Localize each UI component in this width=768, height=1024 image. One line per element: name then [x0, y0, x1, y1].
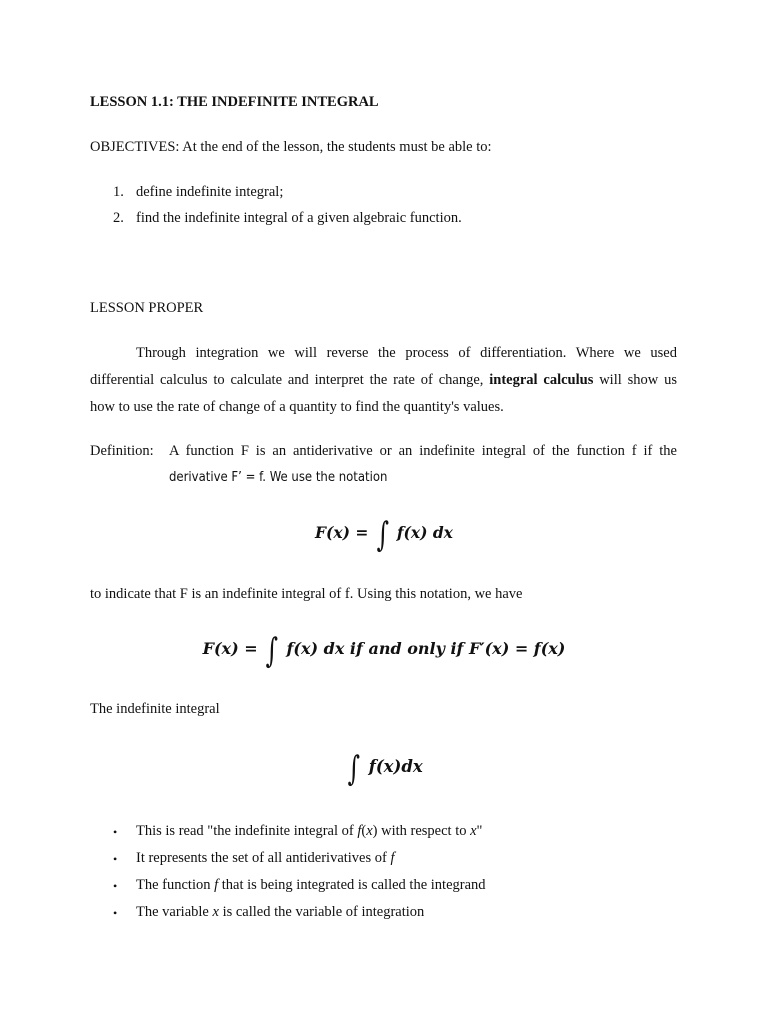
definition-label: Definition: [90, 443, 154, 459]
bullet-icon: • [113, 852, 118, 866]
bullet-1-f: f [357, 823, 362, 839]
lesson-line-2-text: differential calculus to calculate and interpret the rate of change, [90, 372, 490, 388]
equation-1-right: f(x) dx [396, 523, 453, 542]
equation-if-and-only-if [0, 631, 768, 671]
lesson-paragraph-line-1: Through integration we will reverse the process of differentiation. Where we used [136, 345, 677, 361]
bullet-icon: • [113, 879, 118, 893]
equation-indefinite-integral [0, 749, 768, 789]
bullet-icon: • [113, 825, 118, 839]
equation-3-right: f(x)dx [368, 757, 423, 776]
bullet-item-3 [136, 877, 486, 894]
bullet-3-text: The function [136, 877, 215, 893]
bullet-1-end: " [476, 823, 483, 839]
bullet-4-text-2: is called the variable of integration [218, 904, 425, 920]
equation-2-left: F(x) = [202, 639, 258, 658]
lesson-line-2-end: will show us [593, 372, 677, 388]
bullet-1-text-2: ) with respect to [372, 823, 471, 839]
bullet-item-2 [136, 850, 395, 867]
objective-item-1: define indefinite integral; [136, 184, 284, 200]
definition-line-2: derivative F’ = f. We use the notation [169, 470, 388, 485]
bullet-1-x-2: x [470, 823, 477, 839]
bullet-4-x: x [212, 904, 219, 920]
bullet-3-text-2: that is being integrated is called the integrand [218, 877, 486, 893]
objective-number-1: 1. [113, 184, 124, 200]
bullet-3-f: f [214, 877, 219, 893]
lesson-paragraph-line-3: how to use the rate of change of a quantity to find the quantity's values. [90, 399, 504, 415]
objective-item-2: find the indefinite integral of a given algebraic function. [136, 210, 462, 226]
equation-antiderivative [0, 515, 768, 555]
bullet-4-text: The variable [136, 904, 213, 920]
definition-line-1: A function F is an antiderivative or an indefinite integral of the function f if the [169, 443, 677, 459]
lesson-proper-heading: LESSON PROPER [90, 300, 204, 316]
bullet-icon: • [113, 906, 118, 920]
indefinite-integral-label: The indefinite integral [90, 701, 220, 717]
equation-2-right: f(x) dx if and only if F′(x) = f(x) [286, 639, 566, 658]
integral-sign-icon: ∫ [265, 631, 279, 671]
bullet-2-f: f [390, 850, 395, 866]
integral-calculus-emphasis: integral calculus [489, 372, 594, 388]
lesson-paragraph-line-2 [90, 372, 677, 389]
bullet-item-4 [136, 904, 424, 921]
bullet-1-paren: ( [361, 823, 367, 839]
bullet-2-text: It represents the set of all antiderivatives of [136, 850, 391, 866]
objective-number-2: 2. [113, 210, 124, 226]
integral-sign-icon: ∫ [347, 749, 361, 789]
objectives-intro: OBJECTIVES: At the end of the lesson, the students must be able to: [90, 139, 492, 155]
integral-sign-icon: ∫ [376, 515, 389, 555]
notation-sentence: to indicate that F is an indefinite integral of f. Using this notation, we have [90, 586, 523, 602]
lesson-title: LESSON 1.1: THE INDEFINITE INTEGRAL [90, 94, 379, 110]
bullet-1-x: x [366, 823, 373, 839]
bullet-item-1 [136, 823, 482, 840]
equation-1-left: F(x) = [315, 523, 369, 542]
bullet-1-text: This is read "the indefinite integral of [136, 823, 358, 839]
